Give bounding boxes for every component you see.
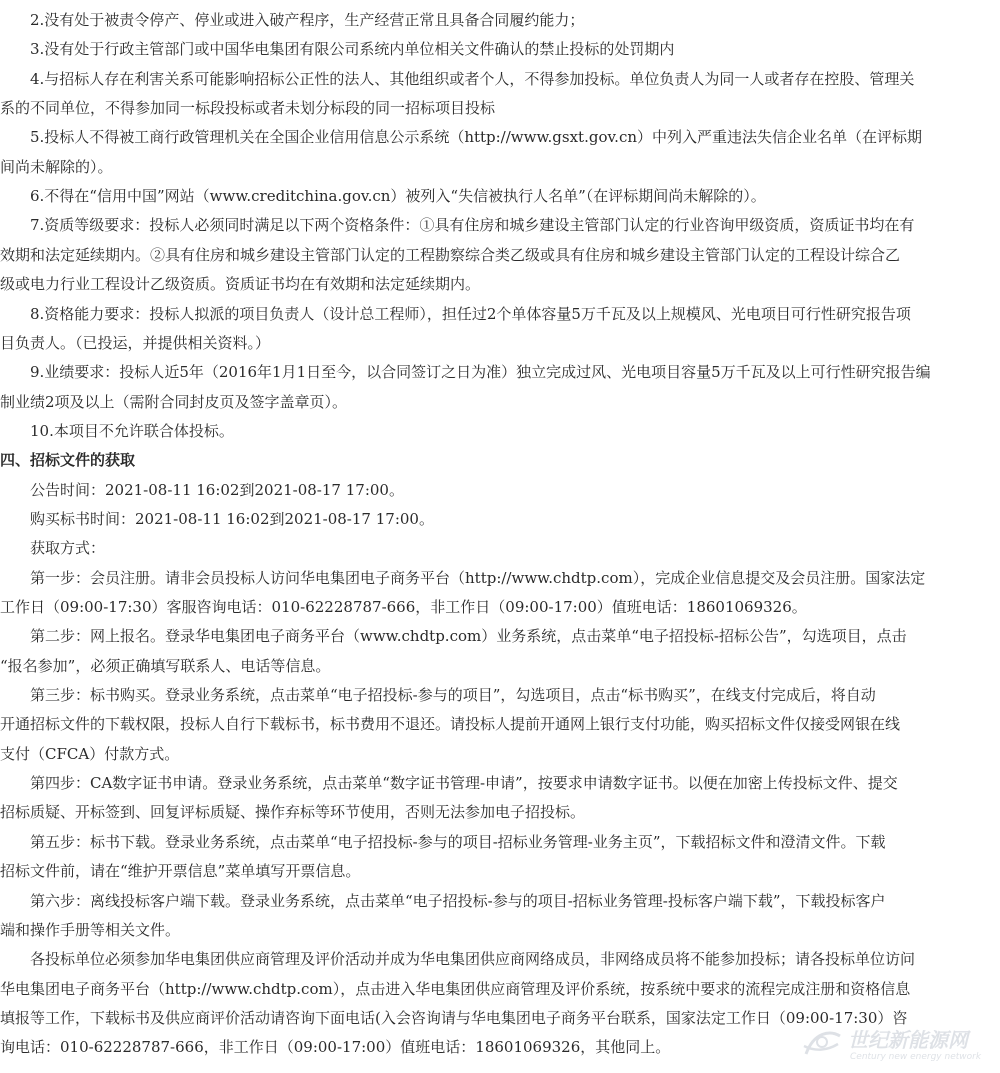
text-line: 第三步：标书购买。登录业务系统，点击菜单“电子招投标-参与的项目”，勾选项目，点击“标书购买”，在线支付完成后，将自动: [0, 686, 876, 704]
text-line: 第四步：CA数字证书申请。登录业务系统，点击菜单“数字证书管理-申请”，按要求申请数字证书。以便在加密上传投标文件、提交: [0, 774, 898, 792]
text-line: 第二步：网上报名。登录华电集团电子商务平台（www.chdtp.com）业务系统，点击菜单“电子招投标-招标公告”，勾选项目，点击: [0, 627, 907, 645]
text-line: 招标文件前，请在“维护开票信息”菜单填写开票信息。: [0, 862, 361, 880]
text-line: 8.资格能力要求：投标人拟派的项目负责人（设计总工程师），担任过2个单体容量5万千瓦及以上规模风、光电项目可行性研究报告项: [0, 305, 911, 323]
text-line: 华电集团电子商务平台（http://www.chdtp.com），点击进入华电集团供应商管理及评价系统，按系统中要求的流程完成注册和资格信息: [0, 980, 911, 998]
watermark: [800, 1024, 990, 1068]
text-line: 端和操作手册等相关文件。: [0, 921, 181, 939]
text-line: 5.投标人不得被工商行政管理机关在全国企业信用信息公示系统（http://www.gsxt.gov.cn）中列入严重违法失信企业名单（在评标期: [0, 128, 923, 146]
watermark-chinese-text: 世纪新能源网: [848, 1028, 968, 1052]
text-line: 目负责人。（已投运，并提供相关资料。）: [0, 334, 271, 352]
text-line: 工作日（09:00-17:30）客服咨询电话：010-62228787-666，非工作日（09:00-17:00）值班电话：18601069326。: [0, 598, 807, 616]
text-line: 开通招标文件的下载权限，投标人自行下载标书，标书费用不退还。请投标人提前开通网上银行支付功能，购买招标文件仅接受网银在线: [0, 715, 901, 733]
text-line: 3.没有处于行政主管部门或中国华电集团有限公司系统内单位相关文件确认的禁止投标的处罚期内: [0, 40, 675, 58]
text-line: 填报等工作，下载标书及供应商评价活动请咨询下面电话(入会咨询请与华电集团电子商务平台联系，国家法定工作日（09:00-17:30）咨: [0, 1009, 908, 1027]
text-line: 9.业绩要求：投标人近5年（2016年1月1日至今，以合同签订之日为准）独立完成过风、光电项目容量5万千瓦及以上可行性研究报告编: [0, 363, 931, 381]
text-line: 招标质疑、开标签到、回复评标质疑、操作弃标等环节使用，否则无法参加电子招投标。: [0, 803, 586, 821]
text-line: 6.不得在“信用中国”网站（www.creditchina.gov.cn）被列入“失信被执行人名单”（在评标期间尚未解除的）。: [0, 187, 766, 205]
text-line: 7.资质等级要求：投标人必须同时满足以下两个资格条件：①具有住房和城乡建设主管部门认定的行业咨询甲级资质，资质证书均在有: [0, 216, 915, 234]
section-heading: 四、招标文件的获取: [0, 451, 136, 469]
text-line: 购买标书时间：2021-08-11 16:02到2021-08-17 17:00。: [0, 510, 434, 528]
text-line: 获取方式：: [0, 539, 106, 557]
text-line: 第五步：标书下载。登录业务系统，点击菜单“电子招投标-参与的项目-招标业务管理-业务主页”，下载招标文件和澄清文件。下载: [0, 833, 886, 851]
text-line: 制业绩2项及以上（需附合同封皮页及签字盖章页）。: [0, 393, 348, 411]
text-line: 各投标单位必须参加华电集团供应商管理及评价活动并成为华电集团供应商网络成员，非网络成员将不能参加投标；请各投标单位访问: [0, 950, 916, 968]
text-line: 询电话：010-62228787-666，非工作日（09:00-17:00）值班电话：18601069326，其他同上。: [0, 1038, 671, 1056]
text-line: 2.没有处于被责令停产、停业或进入破产程序，生产经营正常且具备合同履约能力；: [0, 11, 585, 29]
text-line: 支付（CFCA）付款方式。: [0, 745, 180, 763]
text-line: 级或电力行业工程设计乙级资质。资质证书均在有效期和法定延续期内。: [0, 275, 481, 293]
text-line: “报名参加”，必须正确填写联系人、电话等信息。: [0, 657, 331, 675]
text-line: 第六步：离线投标客户端下载。登录业务系统，点击菜单“电子招投标-参与的项目-招标业务管理-投标客户端下载”，下载投标客户: [0, 892, 886, 910]
text-line: 10.本项目不允许联合体投标。: [0, 422, 234, 440]
watermark-logo-icon: [800, 1026, 844, 1060]
text-line: 效期和法定延续期内。②具有住房和城乡建设主管部门认定的工程勘察综合类乙级或具有住房和城乡建设主管部门认定的工程设计综合乙: [0, 246, 901, 264]
text-line: 公告时间：2021-08-11 16:02到2021-08-17 17:00。: [0, 481, 404, 499]
text-line: 第一步：会员注册。请非会员投标人访问华电集团电子商务平台（http://www.chdtp.com），完成企业信息提交及会员注册。国家法定: [0, 569, 926, 587]
text-line: 间尚未解除的）。: [0, 158, 113, 176]
watermark-english-text: Century new energy network: [850, 1052, 982, 1062]
text-line: 4.与招标人存在利害关系可能影响招标公正性的法人、其他组织或者个人，不得参加投标。单位负责人为同一人或者存在控股、管理关: [0, 70, 915, 88]
text-line: 系的不同单位，不得参加同一标段投标或者未划分标段的同一招标项目投标: [0, 99, 496, 117]
